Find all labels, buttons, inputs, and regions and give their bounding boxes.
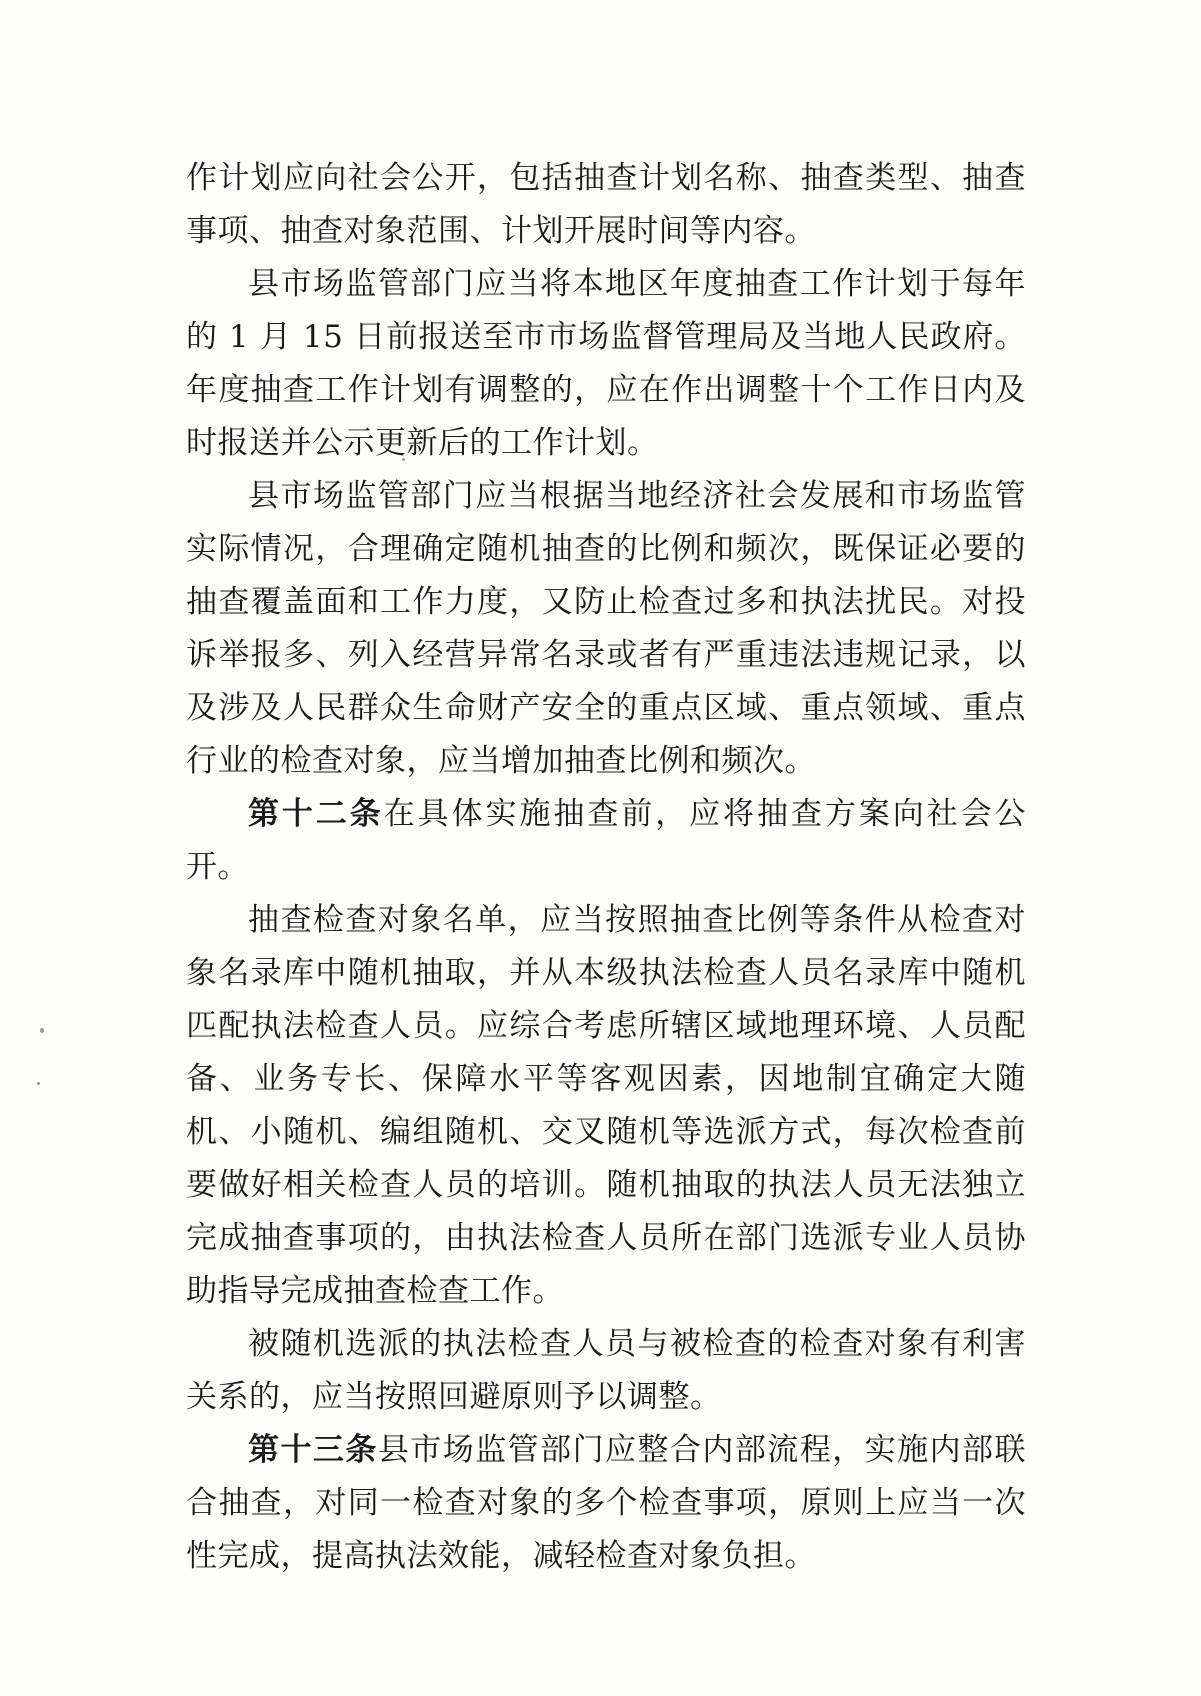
- article-12-heading: 第十二条: [248, 796, 384, 832]
- paragraph-3-text: 县市场监管部门应当根据当地经济社会发展和市场监管实际情况，合理确定随机抽查的比例和频次，既保证必要的抽查覆盖面和工作力度，又防止检查过多和执法扰民。对投诉举报多、列入经营异常名录或者有严重违法违规记录，以及涉及人民群众生命财产安全的重点区域、重点领域、重点行业的检查对象，应当增加抽查比例和频次。: [186, 478, 1026, 779]
- paragraph-6: [186, 1318, 1026, 1424]
- paragraph-6-text: 被随机选派的执法检查人员与被检查的检查对象有利害关系的，应当按照回避原则予以调整。: [186, 1326, 1026, 1415]
- paragraph-2-text: 县市场监管部门应当将本地区年度抽查工作计划于每年的 1 月 15 日前报送至市市场监督管理局及当地人民政府。年度抽查工作计划有调整的，应在作出调整十个工作日内及时报送并公示更新后的工作计划。: [186, 266, 1026, 461]
- document-body: [186, 152, 1026, 1583]
- article-13-text: 县市场监管部门应整合内部流程，实施内部联合抽查，对同一检查对象的多个检查事项，原则上应当一次性完成，提高执法效能，减轻检查对象负担。: [186, 1432, 1026, 1574]
- paragraph-5-text: 抽查检查对象名单，应当按照抽查比例等条件从检查对象名录库中随机抽取，并从本级执法检查人员名录库中随机匹配执法检查人员。应综合考虑所辖区域地理环境、人员配备、业务专长、保障水平等客观因素，因地制宜确定大随机、小随机、编组随机、交叉随机等选派方式，每次检查前要做好相关检查人员的培训。随机抽取的执法人员无法独立完成抽查事项的，由执法检查人员所在部门选派专业人员协助指导完成抽查检查工作。: [186, 902, 1026, 1309]
- article-12: [186, 788, 1026, 894]
- paragraph-5: [186, 894, 1026, 1318]
- paragraph-1: [186, 152, 1026, 258]
- article-13: [186, 1424, 1026, 1583]
- article-13-heading: 第十三条: [248, 1432, 378, 1468]
- paragraph-1-text: 作计划应向社会公开，包括抽查计划名称、抽查类型、抽查事项、抽查对象范围、计划开展时间等内容。: [186, 160, 1026, 249]
- article-12-text: 在具体实施抽查前，应将抽查方案向社会公开。: [186, 796, 1027, 885]
- scan-speck: [40, 1028, 44, 1033]
- scan-speck: [37, 1082, 40, 1085]
- paragraph-2: [186, 258, 1026, 470]
- paragraph-3: [186, 470, 1026, 788]
